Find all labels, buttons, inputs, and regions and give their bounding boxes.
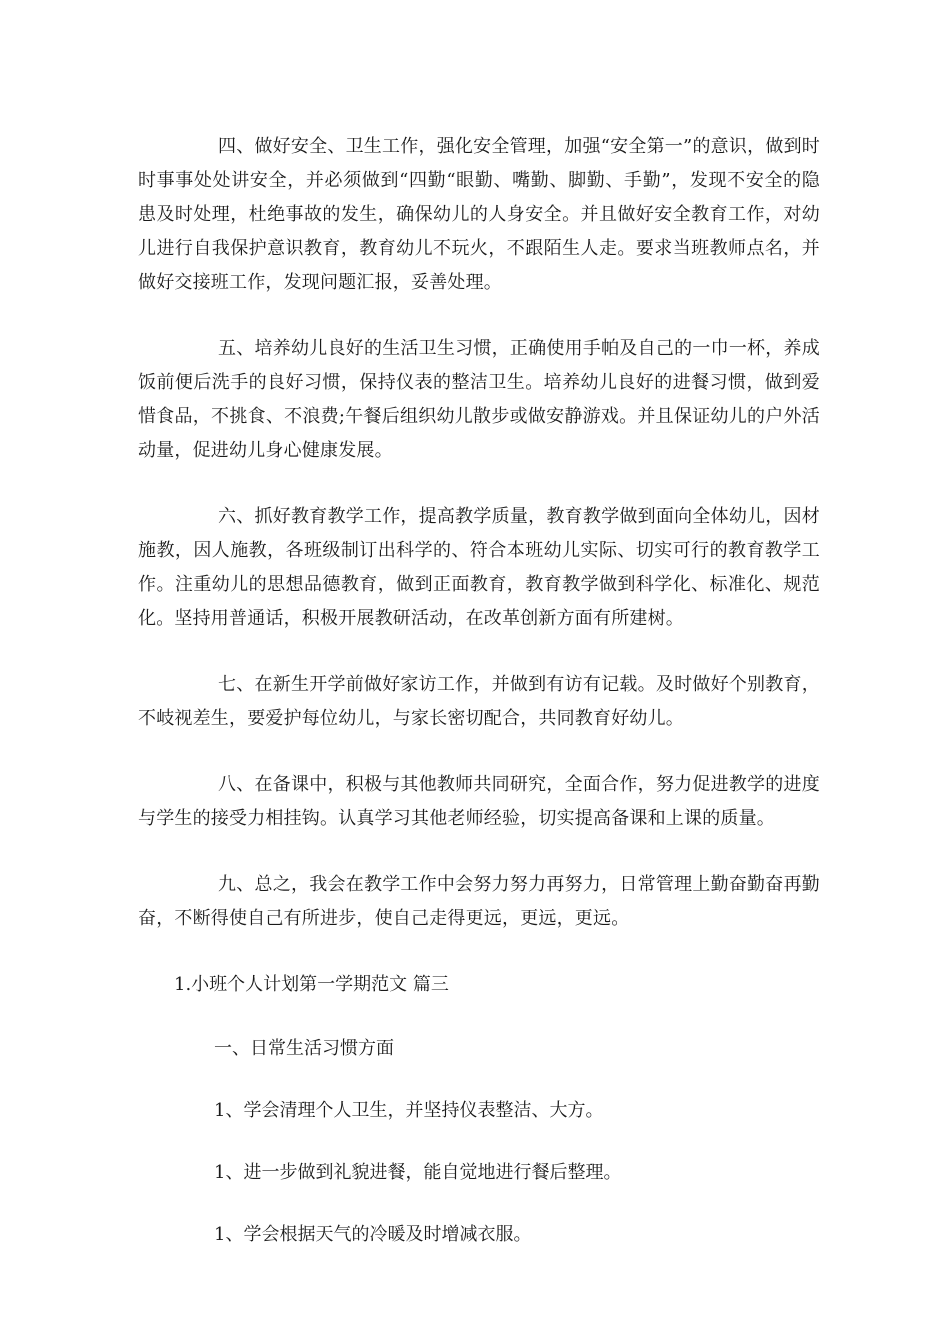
list-item: 1、学会根据天气的冷暖及时增减衣服。 [214,1224,532,1245]
paragraph-hygiene-habits: 五、培养幼儿良好的生活卫生习惯，正确使用手帕及自己的一巾一杯，养成饭前便后洗手的良好习惯，保持仪表的整洁卫生。培养幼儿良好的进餐习惯，做到爱惜食品，不挑食、不浪费;午餐后组织幼儿散步或做安静游戏。并且保证幼儿的户外活动量，促进幼儿身心健康发展。 [138,338,820,461]
paragraph-lesson-prep: 八、在备课中，积极与其他教师共同研究，全面合作，努力促进教学的进度与学生的接受力相挂钩。认真学习其他老师经验，切实提高备课和上课的质量。 [138,774,820,829]
list-item: 1、进一步做到礼貌进餐，能自觉地进行餐后整理。 [214,1162,622,1183]
sub-heading: 一、日常生活习惯方面 [214,1038,394,1059]
paragraph-teaching-work: 六、抓好教育教学工作，提高教学质量，教育教学做到面向全体幼儿，因材施教，因人施教，各班级制订出科学的、符合本班幼儿实际、切实可行的教育教学工作。注重幼儿的思想品德教育，做到正面教育，教育教学做到科学化、标准化、规范化。坚持用普通话，积极开展教研活动，在改革创新方面有所建树。 [138,506,820,629]
paragraph-safety: 四、做好安全、卫生工作，强化安全管理，加强“安全第一”的意识，做到时时事事处处讲安全，并必须做到“四勤“眼勤、嘴勤、脚勤、手勤”，发现不安全的隐患及时处理，杜绝事故的发生，确保幼儿的人身安全。并且做好安全教育工作，对幼儿进行自我保护意识教育，教育幼儿不玩火，不跟陌生人走。要求当班教师点名，并做好交接班工作，发现问题汇报，妥善处理。 [138,136,820,293]
list-item: 1、学会清理个人卫生，并坚持仪表整洁、大方。 [214,1100,604,1121]
paragraph-conclusion: 九、总之，我会在教学工作中会努力努力再努力，日常管理上勤奋勤奋再勤奋，不断得使自己有所进步，使自己走得更远，更远，更远。 [138,874,820,929]
paragraph-home-visits: 七、在新生开学前做好家访工作，并做到有访有记载。及时做好个别教育，不岐视差生，要爱护每位幼儿，与家长密切配合，共同教育好幼儿。 [138,674,820,729]
document-body [138,130,820,1280]
section-heading: 1.小班个人计划第一学期范文 篇三 [174,974,449,995]
